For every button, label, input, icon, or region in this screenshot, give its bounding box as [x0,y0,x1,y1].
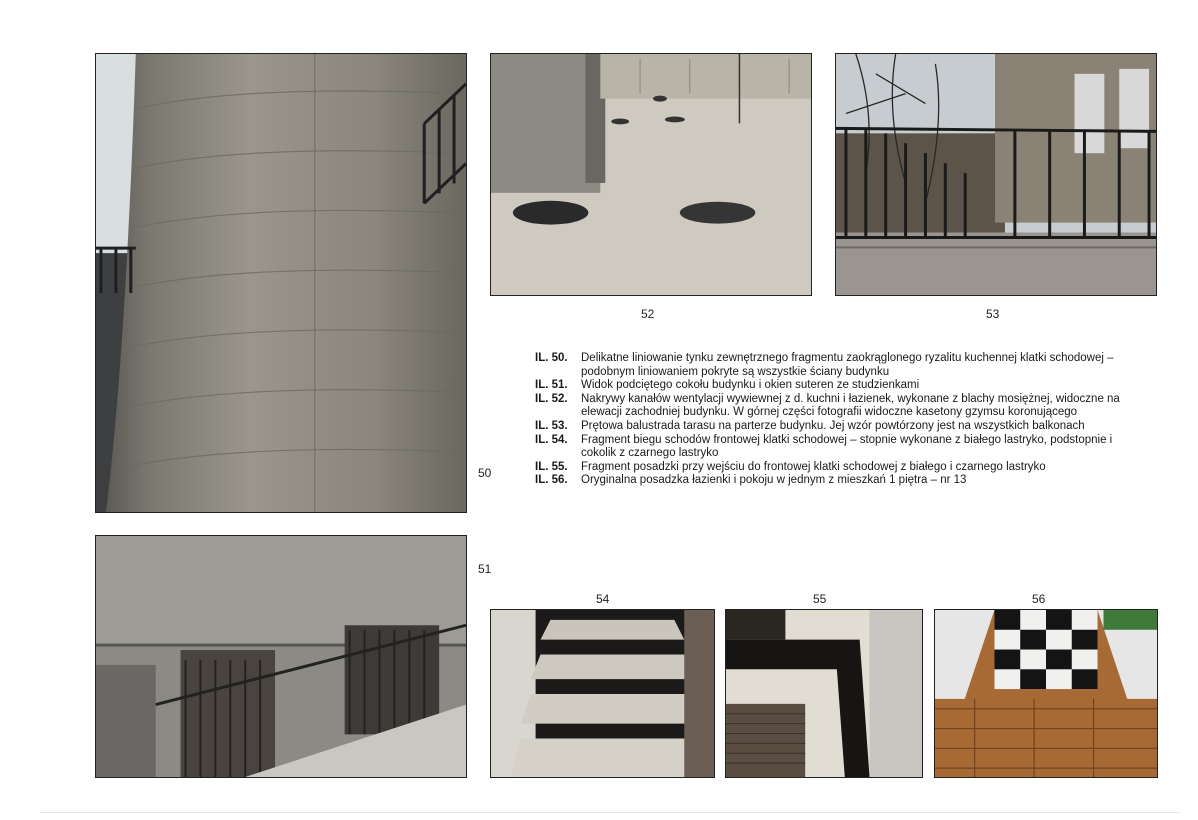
caption-53 [535,420,1135,434]
caption-56 [535,474,1135,488]
caption-52 [535,393,1135,420]
photo-54-terrazzo-stairs [490,609,715,778]
figure-number-56: 56 [1032,592,1046,606]
photo-51-basement-windows [95,535,467,778]
caption-label: IL. 50. [535,352,568,364]
caption-label: IL. 54. [535,433,568,446]
photo-55-entrance-floor [725,609,923,778]
figure-number-52: 52 [641,307,655,321]
caption-label: IL. 52. [535,392,568,405]
caption-text: Nakrywy kanałów wentylacji wywiewnej z d. kuchni i łazienek, wykonane z blachy mosiężnej, widoczne na elewacji zachodniej budynku. W górnej części fotografii widoczne kasetony gzymsu koronującego [581,392,1120,419]
caption-54 [535,434,1135,461]
figure-number-54: 54 [596,592,610,606]
caption-text: Fragment posadzki przy wejściu do frontowej klatki schodowej z białego i czarnego lastryko [581,460,1046,473]
caption-label: IL. 55. [535,460,568,473]
caption-51 [535,379,1135,393]
caption-text: Oryginalna posadzka łazienki i pokoju w jednym z mieszkań 1 piętra – nr 13 [581,474,967,487]
caption-55 [535,461,1135,475]
figure-number-50: 50 [478,466,492,480]
photo-52-ventilation-covers [490,53,812,296]
figure-number-51: 51 [478,562,492,576]
caption-text: Prętowa balustrada tarasu na parterze budynku. Jej wzór powtórzony jest na wszystkich balkonach [581,419,1085,432]
figure-number-55: 55 [813,592,827,606]
caption-label: IL. 53. [535,419,568,432]
caption-label: IL. 51. [535,379,568,392]
caption-list [535,352,1135,488]
figure-number-53: 53 [986,307,1000,321]
photo-53-terrace-railing [835,53,1157,296]
page-edge-divider [40,812,1180,813]
photo-50-rounded-wall [95,53,467,513]
caption-text: Fragment biegu schodów frontowej klatki schodowej – stopnie wykonane z białego lastryko, podstopnie i cokolik z czarnego lastryko [581,433,1113,460]
caption-label: IL. 56. [535,474,568,487]
caption-50 [535,352,1135,379]
caption-text: Delikatne liniowanie tynku zewnętrznego fragmentu zaokrąglonego ryzalitu kuchennej klatki schodowej – podobnym liniowaniem pokryte są wszystkie ściany budynku [581,352,1114,378]
caption-text: Widok podciętego cokołu budynku i okien suteren ze studzienkami [581,379,920,392]
photo-56-checkered-floor [934,609,1158,778]
